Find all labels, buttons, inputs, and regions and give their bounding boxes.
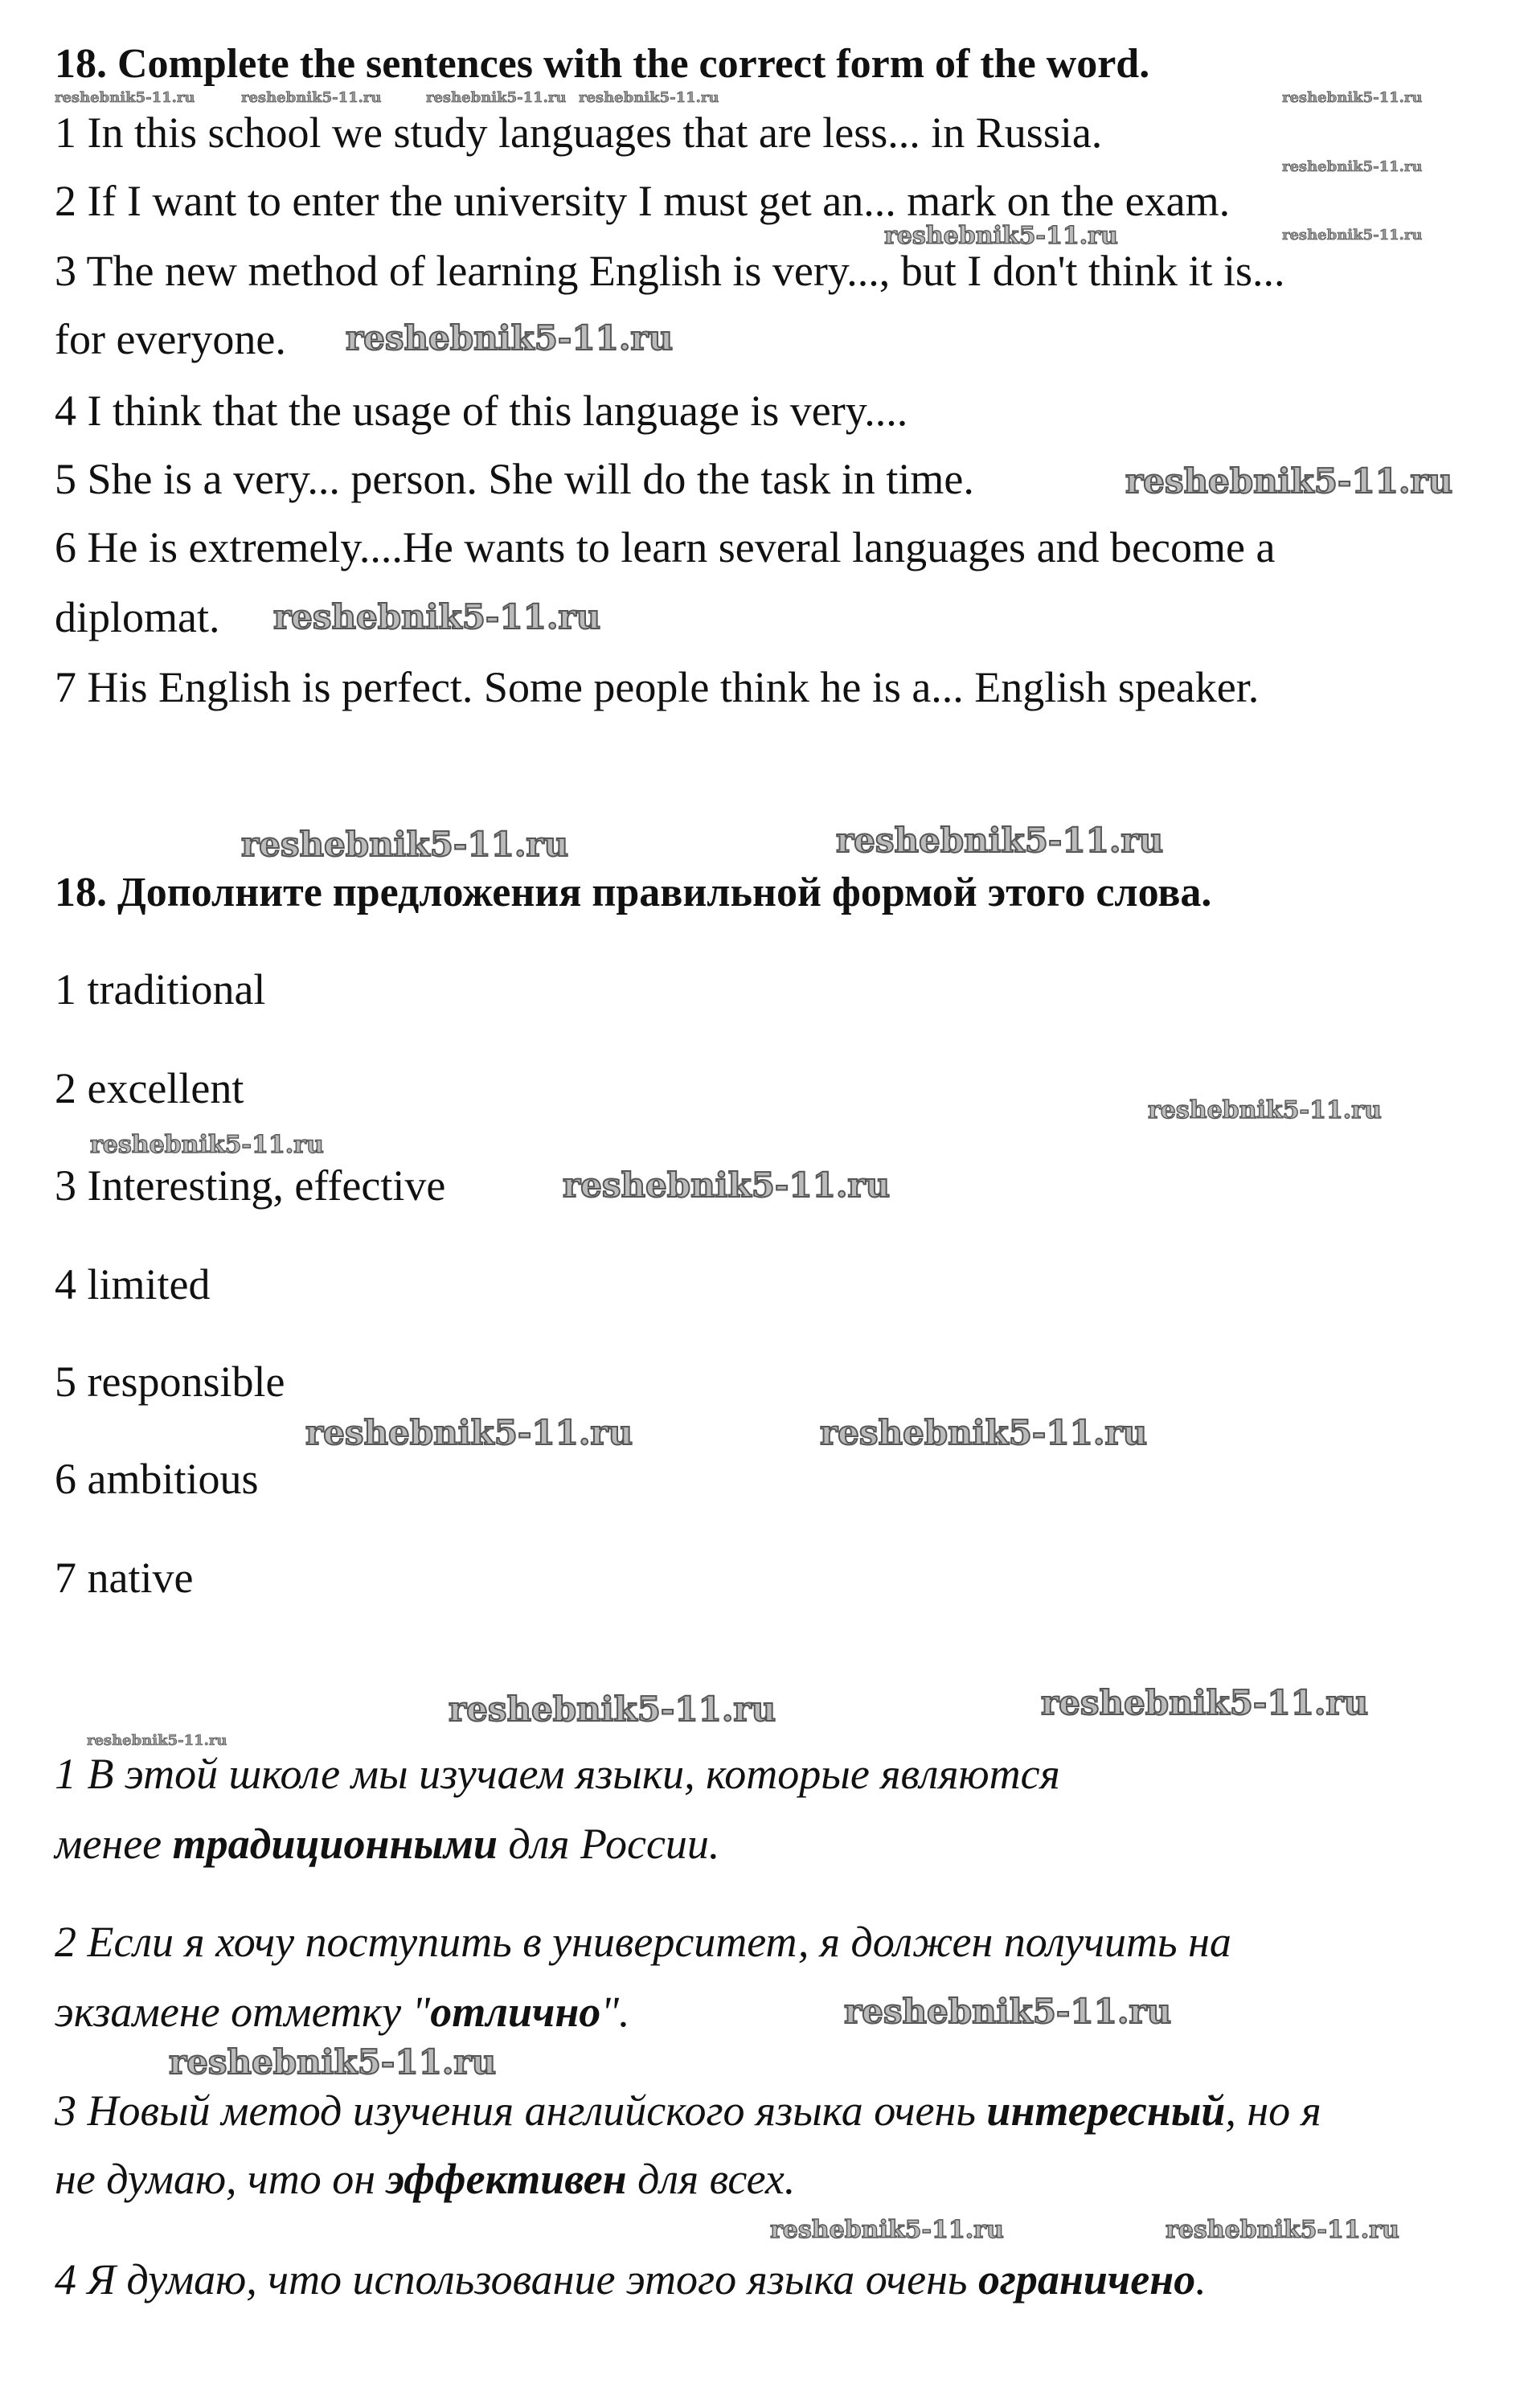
watermark: reshebnik5-11.ru: [844, 1992, 1172, 2031]
answer-word: интересный: [986, 2087, 1226, 2135]
text: экзамене отметку ": [55, 1988, 431, 2036]
watermark: reshebnik5-11.ru: [241, 825, 569, 864]
text: для России.: [498, 1820, 720, 1868]
text: 3 Новый метод изучения английского языка очень: [55, 2087, 987, 2135]
watermark: reshebnik5-11.ru: [273, 597, 601, 637]
watermark: reshebnik5-11.ru: [426, 89, 567, 106]
watermark: reshebnik5-11.ru: [1282, 158, 1423, 175]
text: ".: [600, 1988, 630, 2036]
watermark: reshebnik5-11.ru: [241, 89, 382, 106]
text: 2 Если я хочу поступить в университет, я должен получить на: [55, 1918, 1231, 1966]
text: 4 Я думаю, что использование этого языка очень: [55, 2255, 978, 2304]
translation-line: [55, 1988, 630, 2036]
translation-line: [55, 1752, 1060, 1796]
sentence: 2 If I want to enter the university I must get an... mark on the exam.: [55, 177, 1231, 225]
watermark: reshebnik5-11.ru: [836, 821, 1164, 860]
answer: 5 responsible: [55, 1358, 285, 1406]
watermark: reshebnik5-11.ru: [563, 1165, 891, 1205]
answers-title: 18. Дополните предложения правильной формой этого слова.: [55, 870, 1212, 915]
watermark: reshebnik5-11.ru: [346, 318, 674, 358]
watermark: reshebnik5-11.ru: [90, 1131, 324, 1159]
watermark: reshebnik5-11.ru: [305, 1413, 633, 1452]
watermark: reshebnik5-11.ru: [87, 1732, 227, 1749]
sentence: 3 The new method of learning English is very..., but I don't think it is...: [55, 247, 1285, 295]
answer: 6 ambitious: [55, 1455, 259, 1503]
sentence: 7 His English is perfect. Some people think he is a... English speaker.: [55, 663, 1260, 711]
answer-word: отлично: [430, 1988, 601, 2036]
translation-line: [55, 2255, 1207, 2304]
translation-line: [55, 1920, 1231, 1964]
watermark: reshebnik5-11.ru: [1282, 227, 1423, 244]
translation-line: [55, 1820, 720, 1868]
text: не думаю, что он: [55, 2155, 387, 2203]
watermark: reshebnik5-11.ru: [169, 2042, 497, 2082]
sentence: 6 He is extremely....He wants to learn several languages and become a: [55, 523, 1276, 571]
text: для всех.: [626, 2155, 796, 2203]
watermark: reshebnik5-11.ru: [770, 2216, 1004, 2244]
text: 1 В этой школе мы изучаем языки, которые являются: [55, 1750, 1060, 1798]
watermark: reshebnik5-11.ru: [449, 1689, 776, 1729]
answer: 3 Interesting, effective: [55, 1161, 446, 1210]
text: .: [1195, 2255, 1207, 2304]
watermark: reshebnik5-11.ru: [1125, 461, 1453, 501]
answer: 7 native: [55, 1554, 194, 1602]
answer-word: традиционными: [172, 1820, 498, 1868]
sentence: for everyone.: [55, 315, 286, 363]
text: , но я: [1225, 2087, 1321, 2135]
watermark: reshebnik5-11.ru: [1041, 1683, 1369, 1722]
answer: 2 excellent: [55, 1064, 244, 1112]
exercise-title: 18. Complete the sentences with the correct form of the word.: [55, 41, 1150, 87]
translation-line: [55, 2157, 795, 2201]
answer: 4 limited: [55, 1260, 211, 1308]
watermark: reshebnik5-11.ru: [1148, 1096, 1382, 1124]
watermark: reshebnik5-11.ru: [1166, 2216, 1399, 2244]
answer-word: ограничено: [977, 2255, 1196, 2304]
sentence: 1 In this school we study languages that are less... in Russia.: [55, 109, 1103, 157]
watermark: reshebnik5-11.ru: [884, 222, 1118, 250]
watermark: reshebnik5-11.ru: [1282, 89, 1423, 106]
answer: 1 traditional: [55, 965, 266, 1014]
watermark: reshebnik5-11.ru: [579, 89, 719, 106]
watermark: reshebnik5-11.ru: [820, 1413, 1148, 1452]
sentence: diplomat.: [55, 593, 220, 641]
sentence: 5 She is a very... person. She will do the task in time.: [55, 455, 974, 503]
answer-word: эффективен: [386, 2155, 627, 2203]
text: менее: [55, 1820, 173, 1868]
sentence: 4 I think that the usage of this language is very....: [55, 387, 908, 435]
translation-line: [55, 2087, 1321, 2135]
watermark: reshebnik5-11.ru: [55, 89, 195, 106]
